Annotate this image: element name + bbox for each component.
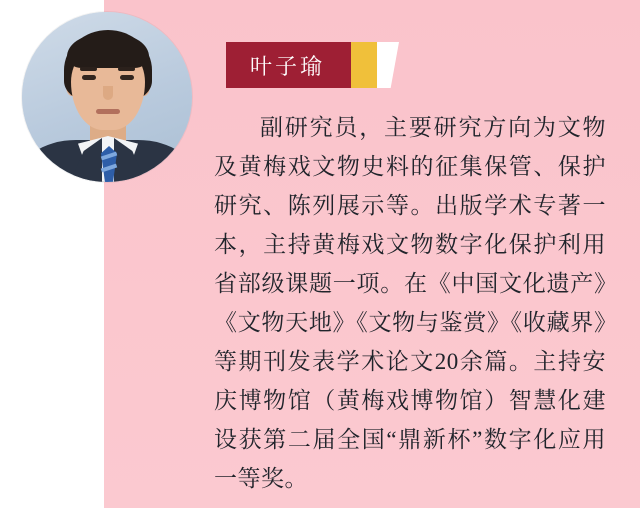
biography-text	[214, 108, 606, 498]
avatar	[22, 12, 192, 182]
banner-yellow-ribbon	[351, 42, 377, 88]
avatar-eye-left	[82, 75, 96, 80]
avatar-eye-right	[120, 75, 134, 80]
avatar-nose	[103, 86, 113, 100]
avatar-hair-fringe	[67, 34, 149, 68]
avatar-eyebrow-left	[80, 67, 97, 71]
avatar-eyebrow-right	[118, 67, 135, 71]
avatar-mouth	[96, 109, 120, 114]
bottom-white-strip	[0, 508, 640, 522]
person-name: 叶子瑜	[226, 42, 351, 88]
name-banner	[226, 42, 399, 88]
biography-paragraph: 副研究员，主要研究方向为文物及黄梅戏文物史料的征集保管、保护研究、陈列展示等。出版学术专著一本，主持黄梅戏文物数字化保护利用省部级课题一项。在《中国文化遗产》《文物天地》《文物与鉴赏》《收藏界》等期刊发表学术论文20余篇。主持安庆博物馆（黄梅戏博物馆）智慧化建设获第二届全国“鼎新杯”数字化应用一等奖。	[214, 115, 606, 491]
banner-white-ribbon	[377, 42, 399, 88]
